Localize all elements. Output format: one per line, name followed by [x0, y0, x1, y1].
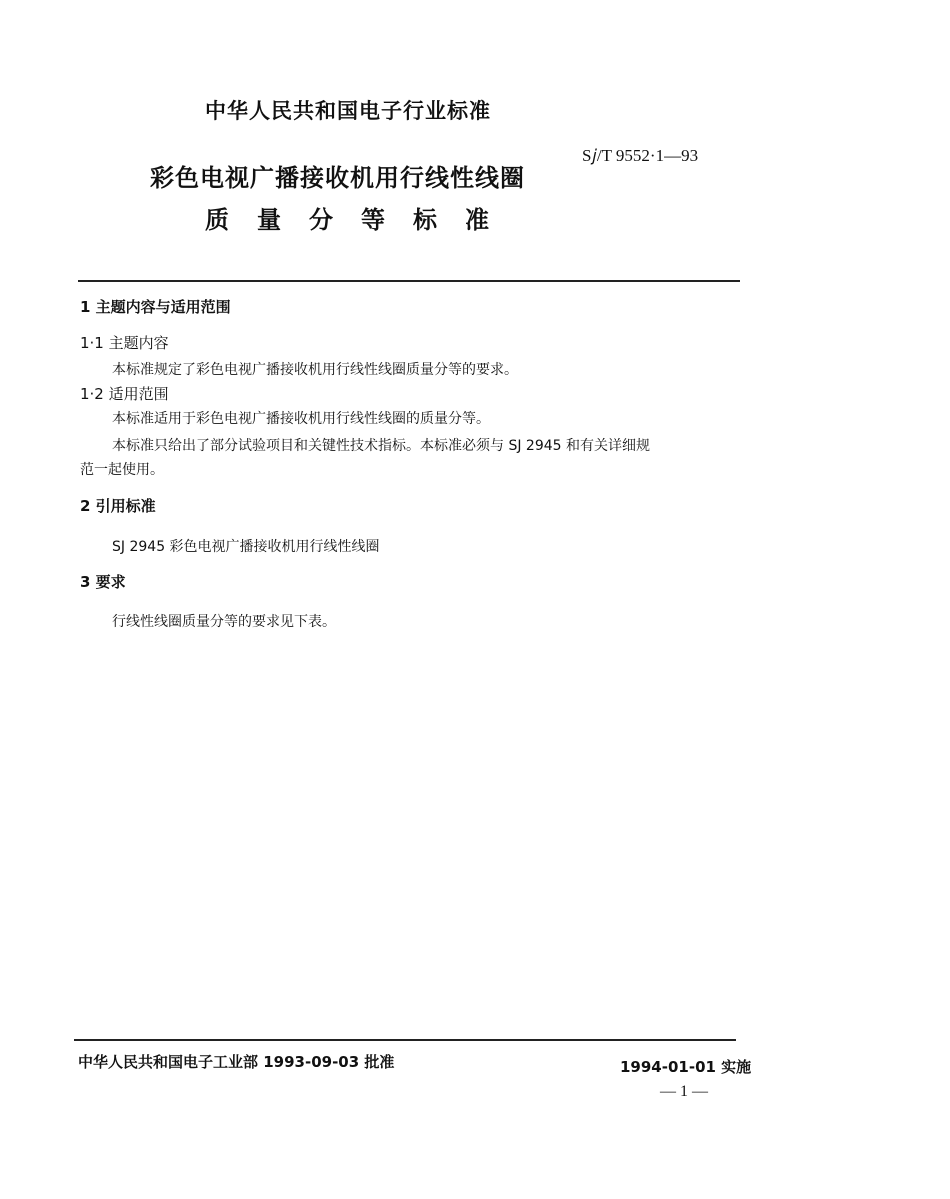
document-title-line2: 质量分等标准: [205, 206, 517, 234]
section-2-heading: 2 引用标准: [80, 497, 156, 515]
effective-date: 1994-01-01 实施: [620, 1058, 752, 1076]
section-1-2-heading: 1·2 适用范围: [80, 385, 169, 403]
section-1-2-text-2-line-2: 范一起使用。: [80, 462, 164, 478]
section-3-text: 行线性线圈质量分等的要求见下表。: [112, 614, 336, 630]
section-1-1-heading: 1·1 主题内容: [80, 334, 169, 352]
footer-divider: [74, 1039, 736, 1041]
approval-date: 中华人民共和国电子工业部 1993-09-03 批准: [78, 1053, 395, 1071]
section-2-reference: SJ 2945 彩色电视广播接收机用行线性线圈: [112, 539, 380, 555]
section-1-2-text-2-line-1: 本标准只给出了部分试验项目和关键性技术指标。本标准必须与 SJ 2945 和有关详细规: [112, 438, 650, 454]
section-1-1-text: 本标准规定了彩色电视广播接收机用行线性线圈质量分等的要求。: [112, 362, 518, 378]
document-title-line1: 彩色电视广播接收机用行线性线圈: [150, 164, 525, 192]
page-number: — 1 —: [660, 1083, 708, 1100]
section-1-heading: 1 主题内容与适用范围: [80, 298, 231, 316]
issuing-organization: 中华人民共和国电子行业标准: [205, 99, 491, 123]
section-1-2-text-1: 本标准适用于彩色电视广播接收机用行线性线圈的质量分等。: [112, 411, 490, 427]
standard-code: S𝑗/T 9552·1—93: [582, 146, 699, 165]
header-divider: [78, 280, 740, 282]
section-3-heading: 3 要求: [80, 573, 126, 591]
